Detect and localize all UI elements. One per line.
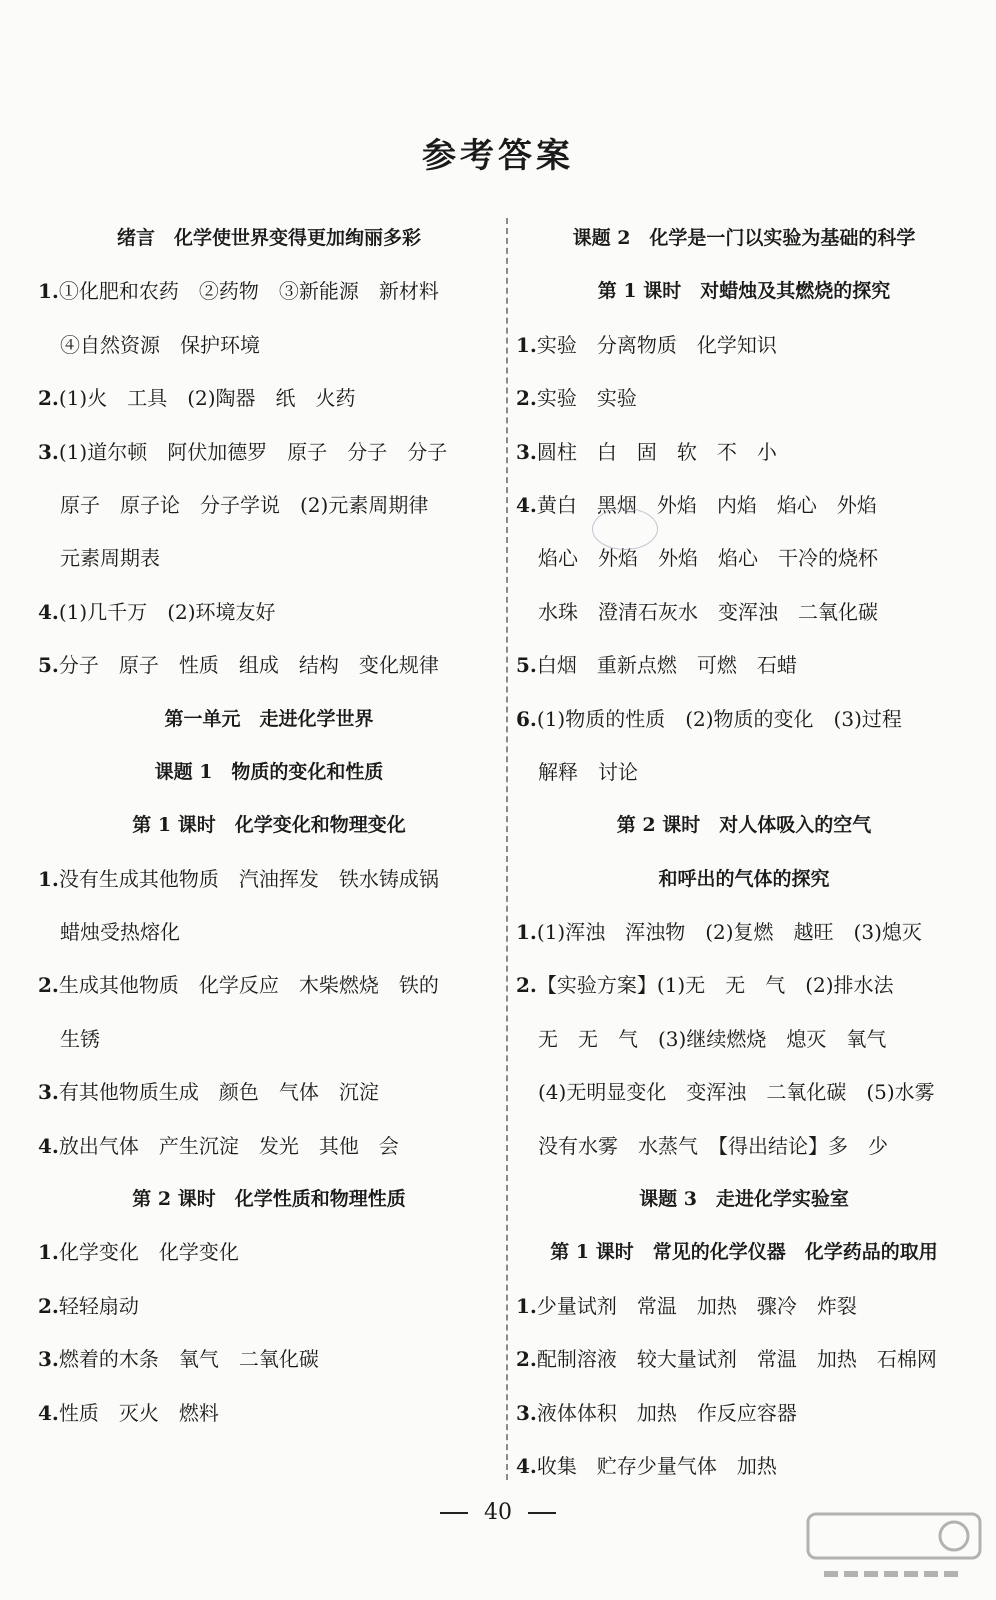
item-number: 1. [516,920,537,945]
answer-item [38,959,500,1012]
footer-dash-right [528,1512,556,1514]
line-text: 课题 1 物质的变化和性质 [154,760,384,783]
answer-continuation [38,479,500,532]
section-heading [516,1226,972,1279]
line-text: 课题 2 化学是一门以实验为基础的科学 [572,227,916,249]
answer-item [516,906,972,959]
footer-dash-left [440,1512,468,1514]
answer-item [38,426,500,479]
item-number: 2. [38,973,59,998]
line-text: 液体体积 加热 作反应容器 [536,1400,797,1425]
section-heading [516,1173,972,1226]
answer-item [38,639,500,692]
line-text: 生锈 [60,1026,100,1051]
line-text: 和呼出的气体的探究 [658,867,830,890]
line-text: 收集 贮存少量气体 加热 [536,1453,777,1478]
answer-continuation [516,746,972,799]
line-text: 蜡烛受热熔化 [60,920,180,945]
answer-continuation [516,1066,972,1119]
section-heading [38,212,500,265]
column-divider [506,218,508,1480]
item-number: 1. [516,1293,537,1318]
answer-item [516,959,972,1012]
answer-item [38,372,500,425]
line-text: 黄白 黑烟 外焰 内焰 焰心 外焰 [536,492,877,517]
item-number: 1. [38,279,59,304]
item-number: 1. [38,866,59,891]
line-text: 第 2 课时 对人体吸入的空气 [616,814,872,837]
line-text: (1)浑浊 浑浊物 (2)复燃 越旺 (3)熄灭 [536,920,922,945]
item-number: 5. [38,653,59,678]
stamp-mark [592,508,658,550]
answer-item [516,1280,972,1333]
line-text: 元素周期表 [60,546,160,571]
item-number: 1. [516,332,537,357]
section-heading [38,799,500,852]
item-number: 4. [38,1400,59,1425]
answer-item [38,853,500,906]
item-number: 3. [516,1400,537,1425]
item-number: 4. [516,492,537,517]
line-text: 有其他物质生成 颜色 气体 沉淀 [58,1080,379,1105]
answer-continuation [38,906,500,959]
line-text: 圆柱 白 固 软 不 小 [536,439,777,464]
line-text: 课题 3 走进化学实验室 [639,1188,849,1211]
answer-item [516,372,972,425]
item-number: 4. [38,1133,59,1158]
answer-item [516,639,972,692]
line-text: ①化肥和农药 ②药物 ③新能源 新材料 [58,279,439,304]
answer-item [38,1066,500,1119]
answer-continuation [516,1013,972,1066]
item-number: 6. [516,706,537,731]
section-heading [516,265,972,318]
line-text: 燃着的木条 氧气 二氧化碳 [58,1347,319,1372]
left-column [38,212,500,1440]
line-text: 轻轻扇动 [58,1293,139,1318]
answer-item [516,1387,972,1440]
answer-item [516,479,972,532]
answer-continuation [516,586,972,639]
line-text: 放出气体 产生沉淀 发光 其他 会 [58,1133,399,1158]
line-text: (1)火 工具 (2)陶器 纸 火药 [58,386,356,411]
answer-continuation [38,532,500,585]
answer-item [516,426,972,479]
watermark-logo [804,1510,984,1590]
item-number: 3. [38,439,59,464]
answer-item [516,1333,972,1386]
line-text: 水珠 澄清石灰水 变浑浊 二氧化碳 [538,599,878,624]
answer-item [38,586,500,639]
section-heading [516,212,972,265]
line-text: 第 1 课时 化学变化和物理变化 [132,814,406,837]
line-text: 白烟 重新点燃 可燃 石蜡 [536,653,797,678]
line-text: 少量试剂 常温 加热 骤冷 炸裂 [536,1293,857,1318]
line-text: 分子 原子 性质 组成 结构 变化规律 [58,653,439,678]
line-text: 生成其他物质 化学反应 木柴燃烧 铁的 [58,973,439,998]
answer-item [38,1280,500,1333]
line-text: (1)物质的性质 (2)物质的变化 (3)过程 [536,706,902,731]
answer-continuation [38,319,500,372]
section-heading [516,853,972,906]
item-number: 3. [516,439,537,464]
answer-continuation [516,532,972,585]
line-text: 配制溶液 较大量试剂 常温 加热 石棉网 [536,1347,937,1372]
line-text: 第 1 课时 常见的化学仪器 化学药品的取用 [550,1241,938,1264]
line-text: ④自然资源 保护环境 [60,332,260,357]
answer-item [38,1333,500,1386]
answer-item [516,319,972,372]
line-text: (1)道尔顿 阿伏加德罗 原子 分子 分子 [58,439,448,464]
item-number: 1. [38,1240,59,1265]
line-text: 绪言 化学使世界变得更加绚丽多彩 [116,227,421,249]
answer-item [38,1226,500,1279]
item-number: 4. [38,599,59,624]
answer-item [38,265,500,318]
item-number: 4. [516,1453,537,1478]
line-text: 焰心 外焰 外焰 焰心 干冷的烧杯 [538,546,878,571]
line-text: 没有水雾 水蒸气 【得出结论】多 少 [538,1133,888,1158]
answer-item [516,693,972,746]
answer-continuation [38,1013,500,1066]
answer-item [516,1440,972,1493]
section-heading [516,799,972,852]
line-text: 原子 原子论 分子学说 (2)元素周期律 [60,492,429,517]
line-text: 化学变化 化学变化 [58,1240,239,1265]
section-heading [38,1173,500,1226]
section-heading [38,693,500,746]
line-text: 第 2 课时 化学性质和物理性质 [132,1188,406,1211]
line-text: 没有生成其他物质 汽油挥发 铁水铸成锅 [58,866,439,891]
line-text: 第一单元 走进化学世界 [164,707,374,730]
right-column [516,212,972,1493]
line-text: (1)几千万 (2)环境友好 [58,599,276,624]
item-number: 3. [38,1080,59,1105]
item-number: 2. [38,386,59,411]
item-number: 3. [38,1347,59,1372]
line-text: 性质 灭火 燃料 [58,1400,219,1425]
line-text: 第 1 课时 对蜡烛及其燃烧的探究 [597,280,891,303]
answer-item [38,1387,500,1440]
line-text: 无 无 气 (3)继续燃烧 熄灭 氧气 [538,1026,887,1051]
page-number: 40 [484,1500,512,1525]
item-number: 2. [516,973,537,998]
line-text: 实验 实验 [536,386,637,411]
item-number: 2. [38,1293,59,1318]
answer-item [38,1120,500,1173]
line-text: 解释 讨论 [538,759,638,784]
answer-continuation [516,1120,972,1173]
line-text: (4)无明显变化 变浑浊 二氧化碳 (5)水雾 [538,1080,935,1105]
item-number: 2. [516,1347,537,1372]
line-text: 【实验方案】(1)无 无 气 (2)排水法 [536,973,894,998]
item-number: 5. [516,653,537,678]
page-title: 参考答案 [422,136,574,176]
item-number: 2. [516,386,537,411]
section-heading [38,746,500,799]
line-text: 实验 分离物质 化学知识 [536,332,777,357]
